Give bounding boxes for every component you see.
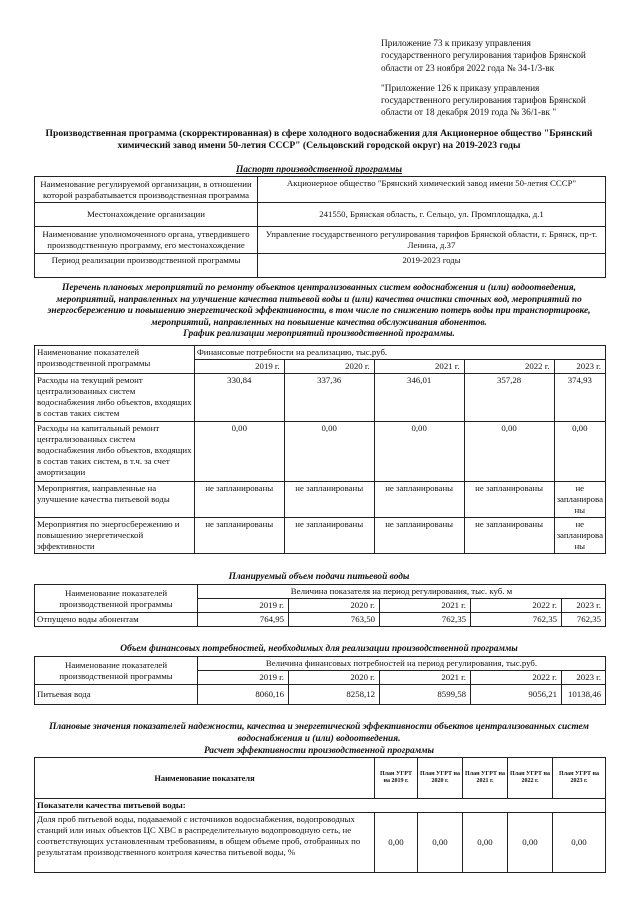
cell-value: не запланирова ны — [554, 518, 605, 554]
cell-value: 763,50 — [289, 613, 380, 627]
title-line: химический завод имени 50-летия СССР" (Сельцовский городской округ) на 2019-2023 годы — [117, 140, 521, 151]
year-header: 2021 г. — [374, 360, 464, 374]
table-row — [35, 422, 606, 482]
year-header: 2023 г. — [562, 671, 606, 685]
measures-heading: График реализации мероприятий производственной программы. — [183, 329, 455, 340]
cell-value: 0,00 — [375, 813, 418, 873]
cell-value: 762,35 — [562, 613, 606, 627]
passport-label: Период реализации производственной программы — [35, 254, 258, 278]
col-header: Наименование показателей производственной программы — [35, 585, 198, 613]
table-row — [35, 177, 606, 203]
table-row — [35, 657, 606, 671]
cell-value: 762,35 — [471, 613, 562, 627]
plan-header: План УГРТ на 2020 г. — [418, 758, 463, 799]
table-row — [35, 227, 606, 254]
cell-value: 8599,58 — [380, 685, 471, 705]
volume-table — [34, 584, 606, 627]
year-header: 2021 г. — [380, 671, 471, 685]
reliability-intro — [26, 721, 612, 757]
plan-header: План УГРТ на 2023 г. — [553, 758, 606, 799]
cell-value: 330,84 — [194, 374, 284, 422]
year-header: 2022 г. — [471, 599, 562, 613]
section-row: Показатели качества питьевой воды: — [35, 799, 606, 813]
row-name: Мероприятия, направленные на улучшение качества питьевой воды — [35, 482, 195, 518]
table-row — [35, 482, 606, 518]
cell-value: 337,36 — [284, 374, 374, 422]
year-header: 2019 г. — [198, 599, 289, 613]
cell-value: не запланированы — [194, 518, 284, 554]
year-header: 2019 г. — [198, 671, 289, 685]
cell-value: не запланированы — [464, 518, 554, 554]
year-header: 2020 г. — [289, 599, 380, 613]
cell-value: 0,00 — [553, 813, 606, 873]
year-header: 2020 г. — [284, 360, 374, 374]
cell-value: 8258,12 — [289, 685, 380, 705]
year-header: 2020 г. — [289, 671, 380, 685]
annex-block — [381, 38, 586, 120]
cell-value: 0,00 — [464, 422, 554, 482]
reliability-heading: Расчет эффективности производственной программы — [203, 746, 435, 756]
annex-line: государственного регулирования тарифов Брянской — [381, 51, 586, 62]
passport-value: Акционерное общество "Брянский химический завод имени 50-летия СССР" — [258, 177, 606, 203]
table-row — [35, 813, 606, 873]
cell-value: 0,00 — [194, 422, 284, 482]
col-header: Наименование показателя — [35, 758, 375, 799]
year-header: 2022 г. — [471, 671, 562, 685]
row-name: Питьевая вода — [35, 685, 198, 705]
year-header: 2021 г. — [380, 599, 471, 613]
col-group-header: Финансовые потребности на реализацию, тыс.руб. — [194, 346, 605, 360]
table-row — [35, 758, 606, 799]
reliability-table — [34, 757, 606, 873]
intro-line: энергосбережению и повышению энергетической эффективности, в том числе по снижению потерь воды при транспортировке, — [47, 306, 591, 317]
table-row — [35, 254, 606, 278]
cell-value: 8060,16 — [198, 685, 289, 705]
cell-value: 10138,46 — [562, 685, 606, 705]
row-name: Мероприятия по энергосбережению и повышению энергетической эффективности — [35, 518, 195, 554]
cell-value: не запланированы — [374, 482, 464, 518]
cell-value: не запланированы — [374, 518, 464, 554]
cell-value: 0,00 — [418, 813, 463, 873]
annex-line: "Приложение 126 к приказу управления — [381, 83, 540, 94]
table-row — [35, 613, 606, 627]
passport-label: Наименование регулируемой организации, в отношении которой разрабатывается производственная программа — [35, 177, 258, 203]
annex-line: государственного регулирования тарифов Брянской — [381, 96, 586, 107]
annex-line: Приложение 73 к приказу управления — [381, 39, 531, 49]
passport-table — [34, 176, 606, 278]
table-row — [35, 203, 606, 227]
annex-line: области от 23 ноября 2022 года № 34-1/3-вк — [381, 63, 555, 74]
table-row — [35, 799, 606, 813]
row-name: Расходы на капитальный ремонт централизованных систем водоснабжения либо объектов, входящих в состав таких систем, в т.ч. за счет амортизации — [35, 422, 195, 482]
intro-line: Плановые значения показателей надежности, качества и энергетической эффективности объектов централизованных систем — [49, 722, 589, 732]
intro-line: мероприятий, направленных на повышение качества обслуживания абонентов. — [151, 317, 487, 328]
volume-heading: Планируемый объем подачи питьевой воды — [228, 572, 410, 582]
intro-line: водоснабжения и (или) водоотведения. — [237, 734, 401, 744]
title-line: Производственная программа (скорректированная) в сфере холодного водоснабжения для Акционерное общество "Брянский — [45, 128, 593, 139]
measures-intro — [26, 283, 612, 341]
cell-value: не запланированы — [284, 482, 374, 518]
cell-value: 374,93 — [554, 374, 605, 422]
passport-value: 2019-2023 годы — [258, 254, 606, 278]
cell-value: 0,00 — [374, 422, 464, 482]
plan-header: План УГРТ на 2022 г. — [508, 758, 553, 799]
col-header: Наименование показателей производственной программы — [35, 346, 195, 374]
cell-value: 0,00 — [284, 422, 374, 482]
passport-value: 241550, Брянская область, г. Сельцо, ул. Промплощадка, д.1 — [258, 203, 606, 227]
passport-label: Местонахождение организации — [35, 203, 258, 227]
passport-heading: Паспорт производственной программы — [235, 165, 403, 175]
cell-value: 764,95 — [198, 613, 289, 627]
passport-value: Управление государственного регулирования тарифов Брянской области, г. Брянск, пр-т. Ленина, д.37 — [258, 227, 606, 254]
table-row — [35, 374, 606, 422]
year-header: 2019 г. — [194, 360, 284, 374]
cell-value: 0,00 — [508, 813, 553, 873]
col-header: Наименование показателей производственной программы — [35, 657, 198, 685]
table-row — [35, 518, 606, 554]
cell-value: не запланирова ны — [554, 482, 605, 518]
document-title — [30, 128, 608, 152]
year-header: 2023 г. — [554, 360, 605, 374]
col-group-header: Величина финансовых потребностей на период регулирования, тыс.руб. — [198, 657, 606, 671]
cell-value: не запланированы — [284, 518, 374, 554]
row-name: Расходы на текущий ремонт централизованных систем водоснабжения либо объектов, входящих в состав таких систем — [35, 374, 195, 422]
col-group-header: Величина показателя на период регулирования, тыс. куб. м — [198, 585, 606, 599]
cell-value: 9056,21 — [471, 685, 562, 705]
cell-value: не запланированы — [464, 482, 554, 518]
intro-line: Перечень плановых мероприятий по ремонту объектов централизованных систем водоснабжения и (или) водоотведения, — [62, 283, 576, 293]
intro-line: мероприятий, направленных на улучшение качества питьевой воды и (или) качества очистки сточных вод, мероприятий по — [56, 294, 582, 305]
cell-value: 762,35 — [380, 613, 471, 627]
finance-heading: Объем финансовых потребностей, необходимых для реализации производственной программы — [120, 644, 518, 654]
table-row — [35, 346, 606, 360]
finance-table — [34, 656, 606, 705]
plan-header: План УГРТ на 2021 г. — [463, 758, 508, 799]
passport-label: Наименование уполномоченного органа, утвердившего производственную программу, его местонахождение — [35, 227, 258, 254]
table-row — [35, 685, 606, 705]
plan-header: План УГРТ на 2019 г. — [375, 758, 418, 799]
row-name: Доля проб питьевой воды, подаваемой с источников водоснабжения, водопроводных станций или иных объектов ЦС ХВС в распределительную водопроводную сеть, не соответствующих установленным требованиям, в общем объеме проб, отобранных по результатам производственного контроля качества питьевой воды, % — [35, 813, 375, 873]
cell-value: 0,00 — [554, 422, 605, 482]
cell-value: 346,01 — [374, 374, 464, 422]
year-header: 2023 г. — [562, 599, 606, 613]
cell-value: 357,28 — [464, 374, 554, 422]
cell-value: не запланированы — [194, 482, 284, 518]
measures-table — [34, 345, 606, 554]
year-header: 2022 г. — [464, 360, 554, 374]
row-name: Отпущено воды абонентам — [35, 613, 198, 627]
annex-line: области от 18 декабря 2019 года № 36/1-вк " — [381, 108, 557, 119]
cell-value: 0,00 — [463, 813, 508, 873]
table-row — [35, 585, 606, 599]
